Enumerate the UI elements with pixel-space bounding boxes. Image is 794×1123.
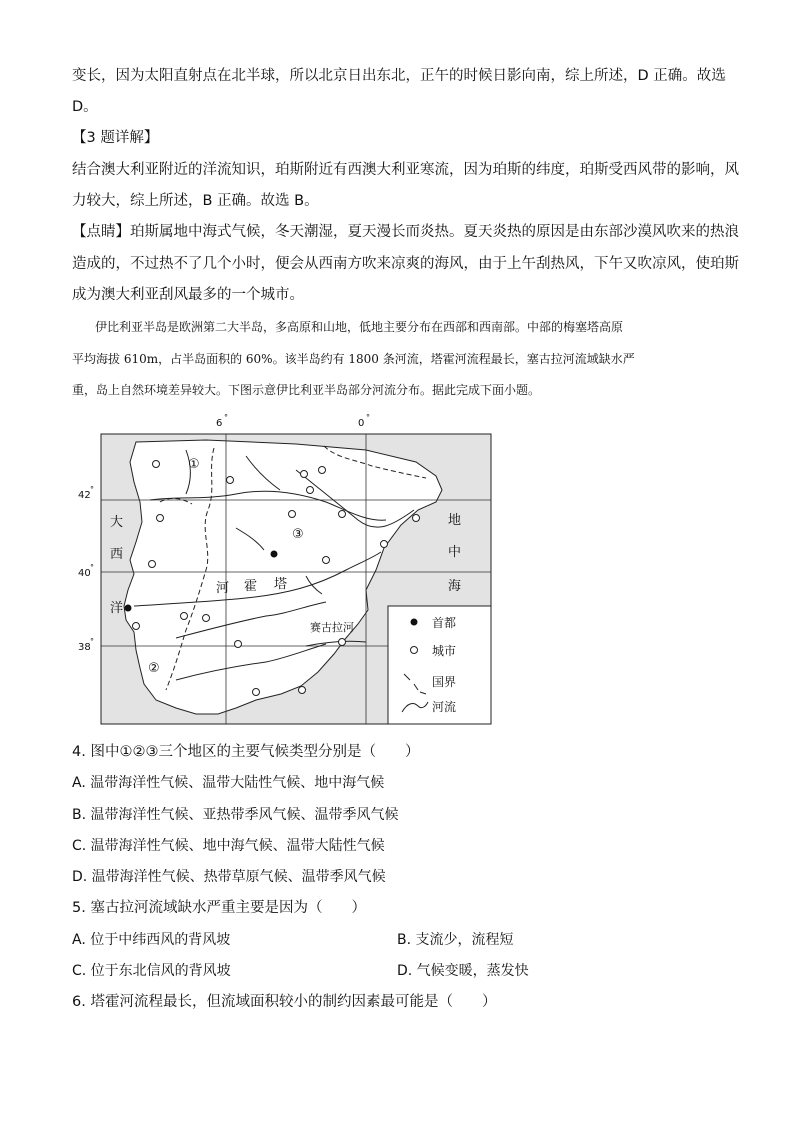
explanation-line-2: D。 (72, 99, 98, 115)
map-legend (388, 606, 491, 724)
city-marker (413, 515, 420, 522)
lat-38-label: 38 (78, 642, 91, 653)
q5-option-d[interactable]: D. 气候变暖，蒸发快 (397, 963, 529, 979)
explanation-line-1: 变长，因为太阳直射点在北半球，所以北京日出东北，正午的时候日影向南，综上所述，D 正确。故选 (72, 68, 726, 84)
q3-detail-line-2: 力较大，综上所述，B 正确。故选 B。 (72, 193, 319, 209)
q4-option-b[interactable]: B. 温带海洋性气候、亚热带季风气候、温带季风气候 (72, 807, 399, 823)
q4-stem: 4. 图中①②③三个地区的主要气候类型分别是（ ） (72, 744, 420, 760)
region-1-label: ① (188, 457, 200, 472)
region-2-label: ② (148, 661, 160, 676)
iberia-river-map (78, 410, 496, 730)
city-marker (323, 557, 330, 564)
lat-40-degree: ° (90, 563, 94, 572)
city-marker (307, 487, 314, 494)
legend-border-label: 国界 (432, 675, 457, 689)
city-marker (153, 461, 160, 468)
city-marker (301, 471, 308, 478)
q3-detail-header: 【3 题详解】 (72, 130, 159, 146)
city-marker (181, 613, 188, 620)
lat-42-degree: ° (90, 485, 94, 494)
city-marker (157, 515, 164, 522)
tajo-label-3: 塔 (274, 577, 288, 592)
tip-line-2: 造成的，不过热不了几个小时，便会从西南方吹来凉爽的海风，由于上午刮热风，下午又吹凉风，使珀斯 (72, 256, 739, 272)
atlantic-label-1: 大 (110, 515, 124, 530)
mediterranean-label-1: 地 (448, 513, 462, 528)
city-marker (203, 615, 210, 622)
q3-detail-line-1: 结合澳大利亚附近的洋流知识，珀斯附近有西澳大利亚寒流，因为珀斯的纬度，珀斯受西风带的影响，风 (72, 162, 739, 178)
q5-stem: 5. 塞古拉河流域缺水严重主要是因为（ ） (72, 900, 366, 916)
legend-river-label: 河流 (432, 700, 457, 714)
city-marker (299, 687, 306, 694)
tajo-label-2: 霍 (244, 579, 258, 594)
lon-6-label: 6 (216, 418, 223, 429)
city-marker (253, 689, 260, 696)
q4-option-a[interactable]: A. 温带海洋性气候、温带大陆性气候、地中海气候 (72, 775, 385, 791)
lat-38-degree: ° (90, 637, 94, 646)
legend-city-symbol (411, 647, 418, 654)
city-marker (339, 511, 346, 518)
capital-madrid (271, 551, 278, 558)
tip-line-1: 【点睛】珀斯属地中海式气候，冬天潮湿，夏天漫长而炎热。夏天炎热的原因是由东部沙漠风吹来的热浪 (72, 224, 739, 240)
city-marker (339, 639, 346, 646)
city-marker (235, 641, 242, 648)
q6-stem: 6. 塔霍河流程最长，但流域面积较小的制约因素最可能是（ ） (72, 994, 497, 1010)
legend-capital-symbol (411, 619, 418, 626)
q5-option-a[interactable]: A. 位于中纬西风的背风坡 (72, 932, 231, 948)
q5-option-c[interactable]: C. 位于东北信风的背风坡 (72, 963, 231, 979)
tip-line-3: 成为澳大利亚刮风最多的一个城市。 (72, 287, 304, 303)
region-3-label: ③ (292, 527, 304, 542)
lat-40-label: 40 (78, 568, 91, 579)
lon-6-degree: ° (224, 413, 228, 422)
city-marker (133, 623, 140, 630)
intro-line-2: 平均海拔 610m，占半岛面积的 60%。该半岛约有 1800 条河流，塔霍河流程最长，塞古拉河流域缺水严 (72, 352, 635, 366)
legend-city-label: 城市 (432, 644, 457, 658)
mediterranean-label-2: 中 (448, 545, 462, 560)
legend-capital-label: 首都 (432, 616, 457, 630)
city-marker (149, 561, 156, 568)
tajo-label-1: 河 (216, 581, 230, 596)
lon-0-degree: ° (366, 413, 370, 422)
q4-option-d[interactable]: D. 温带海洋性气候、热带草原气候、温带季风气候 (72, 869, 386, 885)
q4-option-c[interactable]: C. 温带海洋性气候、地中海气候、温带大陆性气候 (72, 838, 385, 854)
lat-42-label: 42 (78, 490, 91, 501)
city-marker (381, 541, 388, 548)
mediterranean-label-3: 海 (448, 579, 462, 594)
atlantic-label-2: 西 (110, 547, 124, 562)
intro-line-3: 重，岛上自然环境差异较大。下图示意伊比利亚半岛部分河流分布。据此完成下面小题。 (72, 383, 541, 397)
segura-label: 赛古拉河 (310, 621, 354, 634)
q5-option-b[interactable]: B. 支流少，流程短 (397, 932, 514, 948)
city-marker (227, 477, 234, 484)
lon-0-label: 0 (358, 418, 365, 429)
city-marker (319, 467, 326, 474)
atlantic-label-3: 洋 (110, 601, 124, 616)
city-marker (289, 511, 296, 518)
intro-line-1: 伊比利亚半岛是欧洲第二大半岛，多高原和山地，低地主要分布在西部和西南部。中部的梅塞塔高原 (95, 320, 624, 334)
capital-lisbon (125, 605, 132, 612)
